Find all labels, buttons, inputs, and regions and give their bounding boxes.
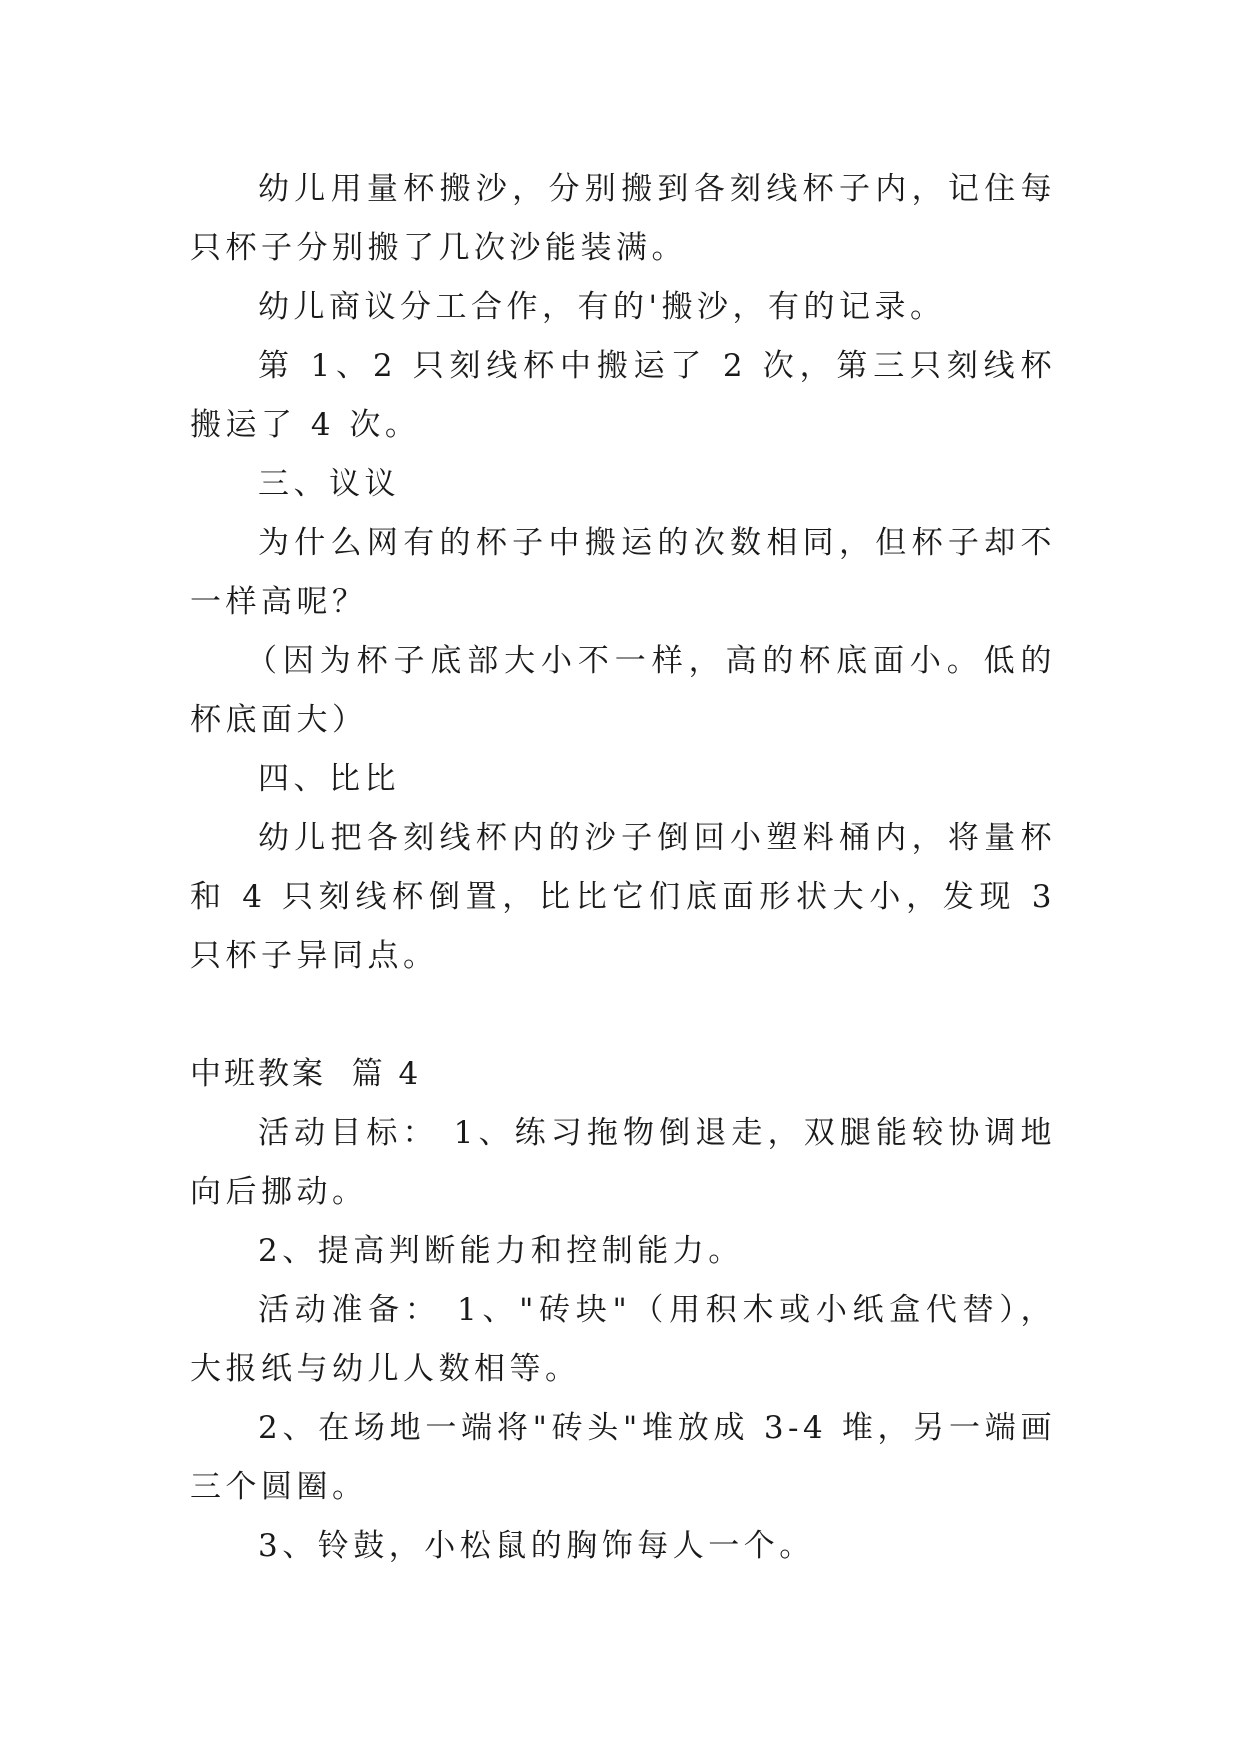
paragraph-question: 为什么网有的杯子中搬运的次数相同，但杯子却不一样高呢？ — [190, 525, 1056, 620]
paragraph-answer: （因为杯子底部大小不一样，高的杯底面小。低的杯底面大） — [190, 643, 1056, 738]
section-gap — [190, 986, 1056, 1045]
heading-discuss: 三、议议 — [258, 466, 400, 502]
activity-prep-3: 3、铃鼓，小松鼠的胸饰每人一个。 — [258, 1528, 815, 1564]
section-title: 中班教案 篇 4 — [190, 1056, 422, 1092]
activity-goal-2: 2、提高判断能力和控制能力。 — [258, 1233, 744, 1269]
activity-prep-2: 2、在场地一端将"砖头"堆放成 3-4 堆，另一端画三个圆圈。 — [190, 1410, 1056, 1505]
heading-compare: 四、比比 — [258, 761, 400, 797]
paragraph-compare: 幼儿把各刻线杯内的沙子倒回小塑料桶内，将量杯和 4 只刻线杯倒置，比比它们底面形状大小，发现 3 只杯子异同点。 — [190, 820, 1056, 974]
document-page — [190, 160, 1056, 1576]
activity-goal-1: 活动目标： 1、练习拖物倒退走，双腿能较协调地向后挪动。 — [190, 1115, 1056, 1210]
activity-prep-1: 活动准备： 1、"砖块"（用积木或小纸盒代替），大报纸与幼儿人数相等。 — [190, 1292, 1056, 1387]
paragraph-division-of-labor: 幼儿商议分工合作，有的'搬沙，有的记录。 — [258, 289, 946, 325]
paragraph-counts: 第 1、2 只刻线杯中搬运了 2 次，第三只刻线杯搬运了 4 次。 — [190, 348, 1056, 443]
paragraph-sand-moving: 幼儿用量杯搬沙，分别搬到各刻线杯子内，记住每只杯子分别搬了几次沙能装满。 — [190, 171, 1056, 266]
